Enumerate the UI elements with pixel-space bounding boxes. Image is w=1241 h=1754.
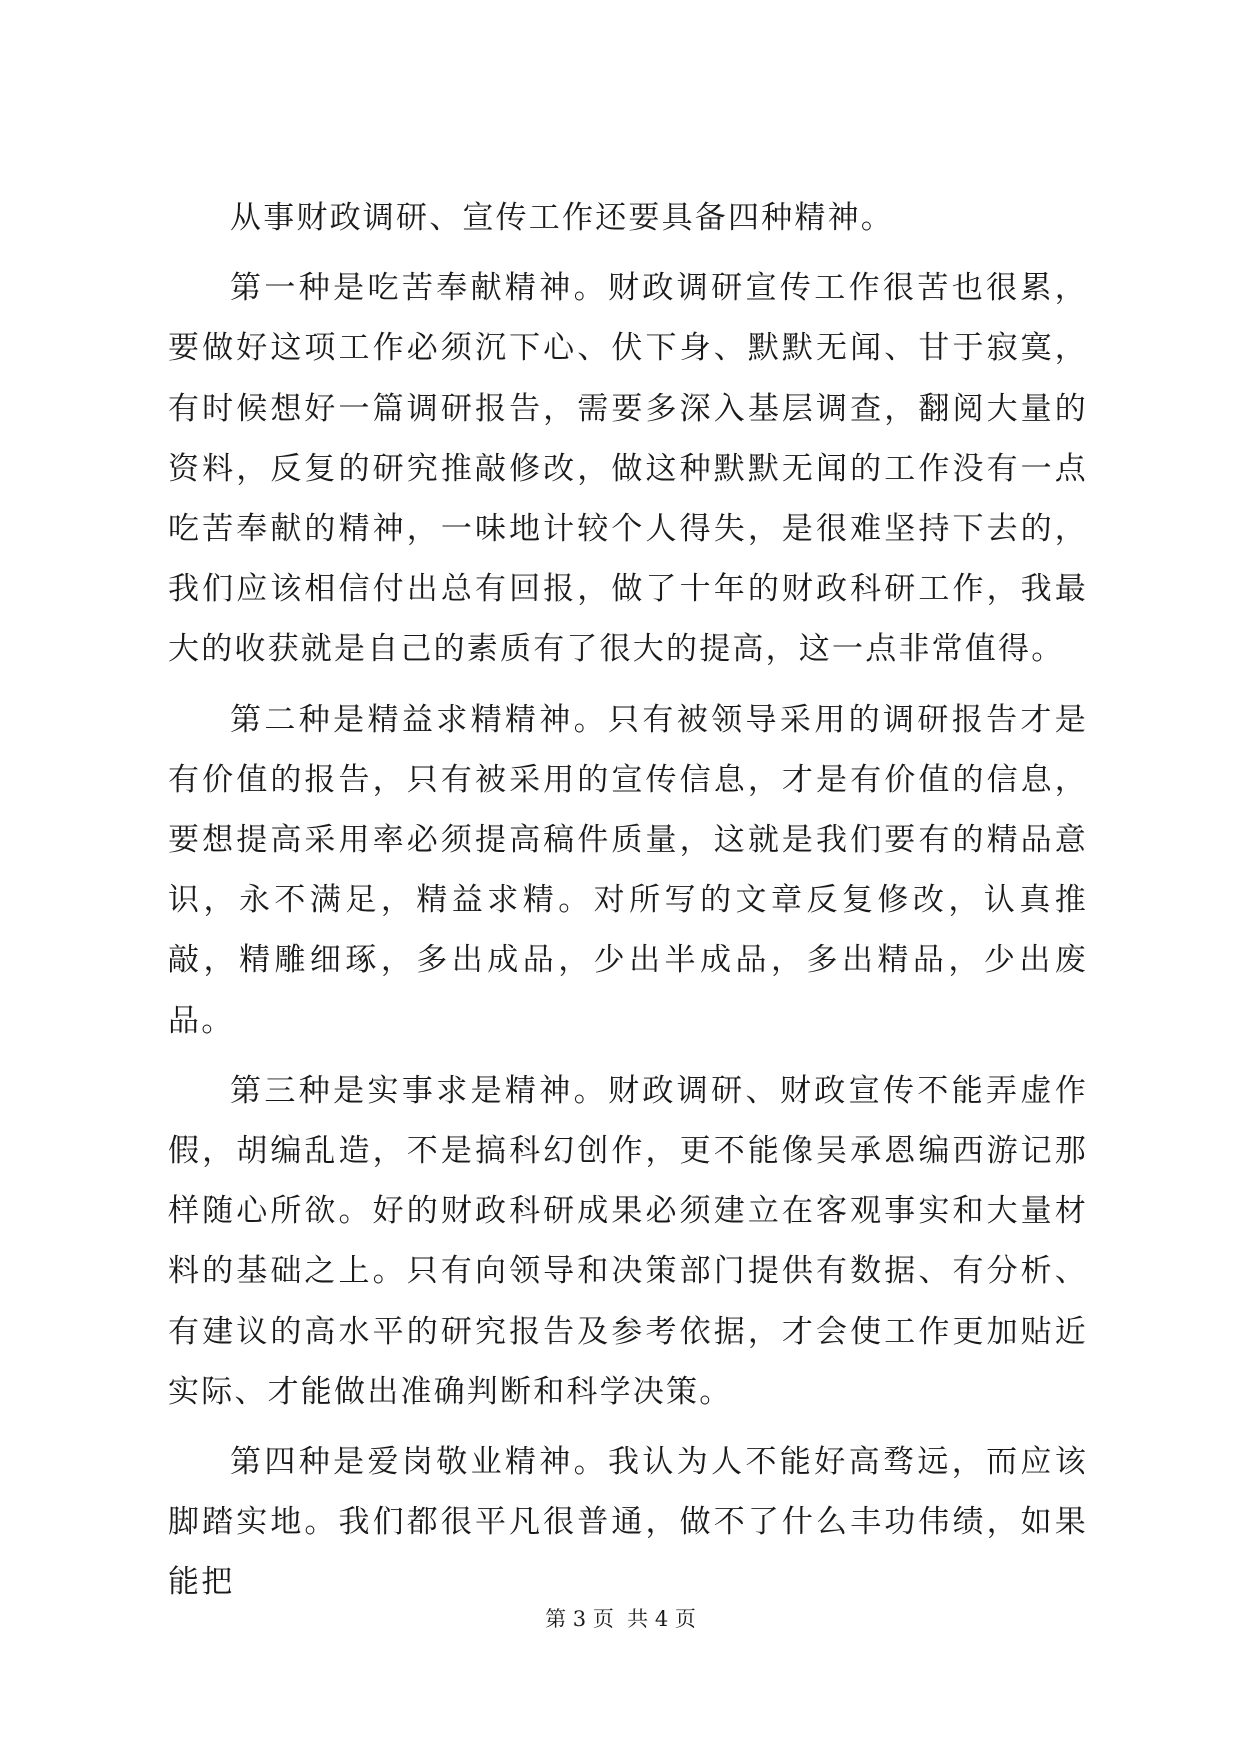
paragraph-first-spirit: 第一种是吃苦奉献精神。财政调研宣传工作很苦也很累，要做好这项工作必须沉下心、伏下身、默默无闻、甘于寂寞，有时候想好一篇调研报告，需要多深入基层调查，翻阅大量的资料，反复的研究推敲修改，做这种默默无闻的工作没有一点吃苦奉献的精神，一味地计较个人得失，是很难坚持下去的，我们应该相信付出总有回报，做了十年的财政科研工作，我最大的收获就是自己的素质有了很大的提高，这一点非常值得。	[168, 270, 1088, 668]
paragraph-third-spirit: 第三种是实事求是精神。财政调研、财政宣传不能弄虚作假，胡编乱造，不是搞科幻创作，更不能像吴承恩编西游记那样随心所欲。好的财政科研成果必须建立在客观事实和大量材料的基础之上。只有向领导和决策部门提供有数据、有分析、有建议的高水平的研究报告及参考依据，才会使工作更加贴近实际、才能做出准确判断和科学决策。	[168, 1072, 1088, 1410]
paragraph-second-spirit: 第二种是精益求精精神。只有被领导采用的调研报告才是有价值的报告，只有被采用的宣传信息，才是有价值的信息，要想提高采用率必须提高稿件质量，这就是我们要有的精品意识，永不满足，精益求精。对所写的文章反复修改，认真推敲，精雕细琢，多出成品，少出半成品，多出精品，少出废品。	[168, 701, 1088, 1039]
paragraph-intro: 从事财政调研、宣传工作还要具备四种精神。	[230, 200, 894, 236]
document-body	[168, 188, 1088, 1613]
page-number-footer: 第 3 页 共 4 页	[545, 1607, 696, 1631]
paragraph-fourth-spirit: 第四种是爱岗敬业精神。我认为人不能好高骛远，而应该脚踏实地。我们都很平凡很普通，做不了什么丰功伟绩，如果能把	[168, 1444, 1088, 1601]
